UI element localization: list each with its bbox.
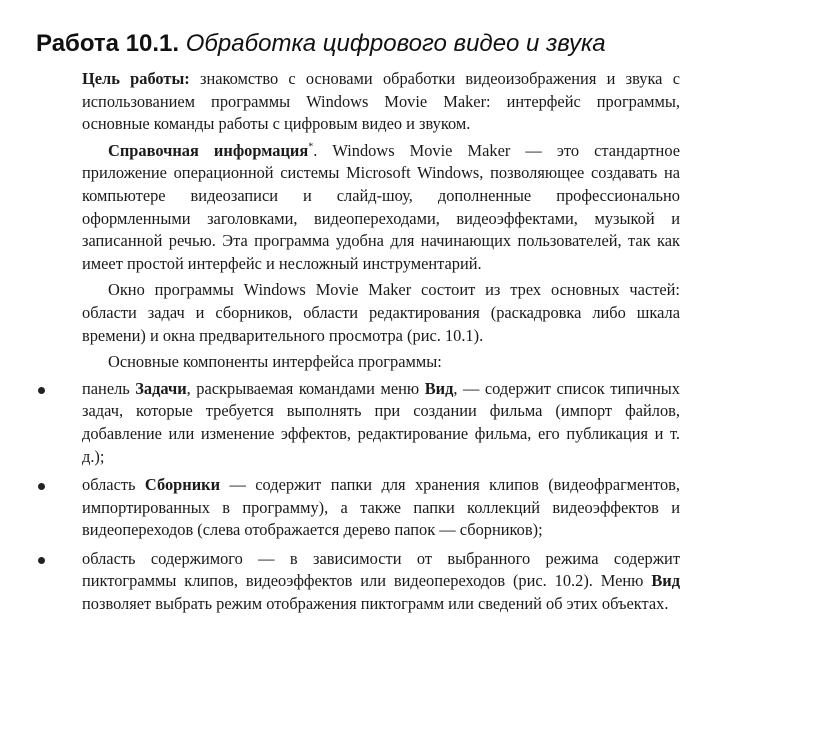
bullet-icon (38, 387, 45, 394)
work-number: Работа 10.1. (36, 30, 180, 57)
list-item: область содержимого — в зависимости от выбранного режима содержит пиктограммы клипов, видеоэффектов или видеопереходов (рис. 10.2). Меню Вид позволяет выбрать режим отображения пиктограмм или сведений об этих объектах. (82, 548, 680, 616)
bullet-icon (38, 483, 45, 490)
components-list (82, 378, 680, 616)
goal-label: Цель работы: (82, 69, 190, 88)
goal-text: знакомство с основами обработки видеоизображения и звука с использованием программы Windows Movie Maker: интерфейс программы, основные команды работы с цифровым видео и звуком. (82, 69, 680, 134)
list-item: область Сборники — содержит папки для хранения клипов (видеофрагментов, импортированных в программу), а также папки коллекций видеоэффектов и видеопереходов (слева отображается дерево папок — сборников); (82, 474, 680, 542)
reference-label: Справочная информация (108, 140, 309, 160)
list-item: панель Задачи, раскрываемая командами меню Вид, — содержит список типичных задач, которые требуется выполнять при создании фильма (импорт файлов, добавление или изменение эффектов, редактирование фильма, его публикация и т. д.); (82, 378, 680, 468)
goal-paragraph (82, 68, 680, 136)
footnote-mark: * (308, 141, 314, 153)
work-title (36, 30, 796, 58)
window-paragraph: Окно программы Windows Movie Maker состоит из трех основных частей: области задач и сборников, области редактирования (раскадровка либо шкала времени) и окна предварительного просмотра (рис. 10.1). (82, 280, 680, 345)
work-subtitle: Обработка цифрового видео и звука (185, 30, 606, 57)
components-intro: Основные компоненты интерфейса программы: (108, 352, 442, 372)
document-body (82, 68, 680, 622)
reference-text: . Windows Movie Maker — это стандартное приложение операционной системы Microsoft Windows, позволяющее создавать на компьютере видеозаписи и слайд-шоу, дополненные профессионально оформленными заголовками, видеопереходами, видеоэффектами, музыкой и записанной речью. Эта программа удобна для начинающих пользователей, так как имеет простой интерфейс и несложный инструментарий. (82, 140, 681, 273)
bullet-icon (38, 557, 45, 564)
reference-paragraph (82, 140, 680, 276)
